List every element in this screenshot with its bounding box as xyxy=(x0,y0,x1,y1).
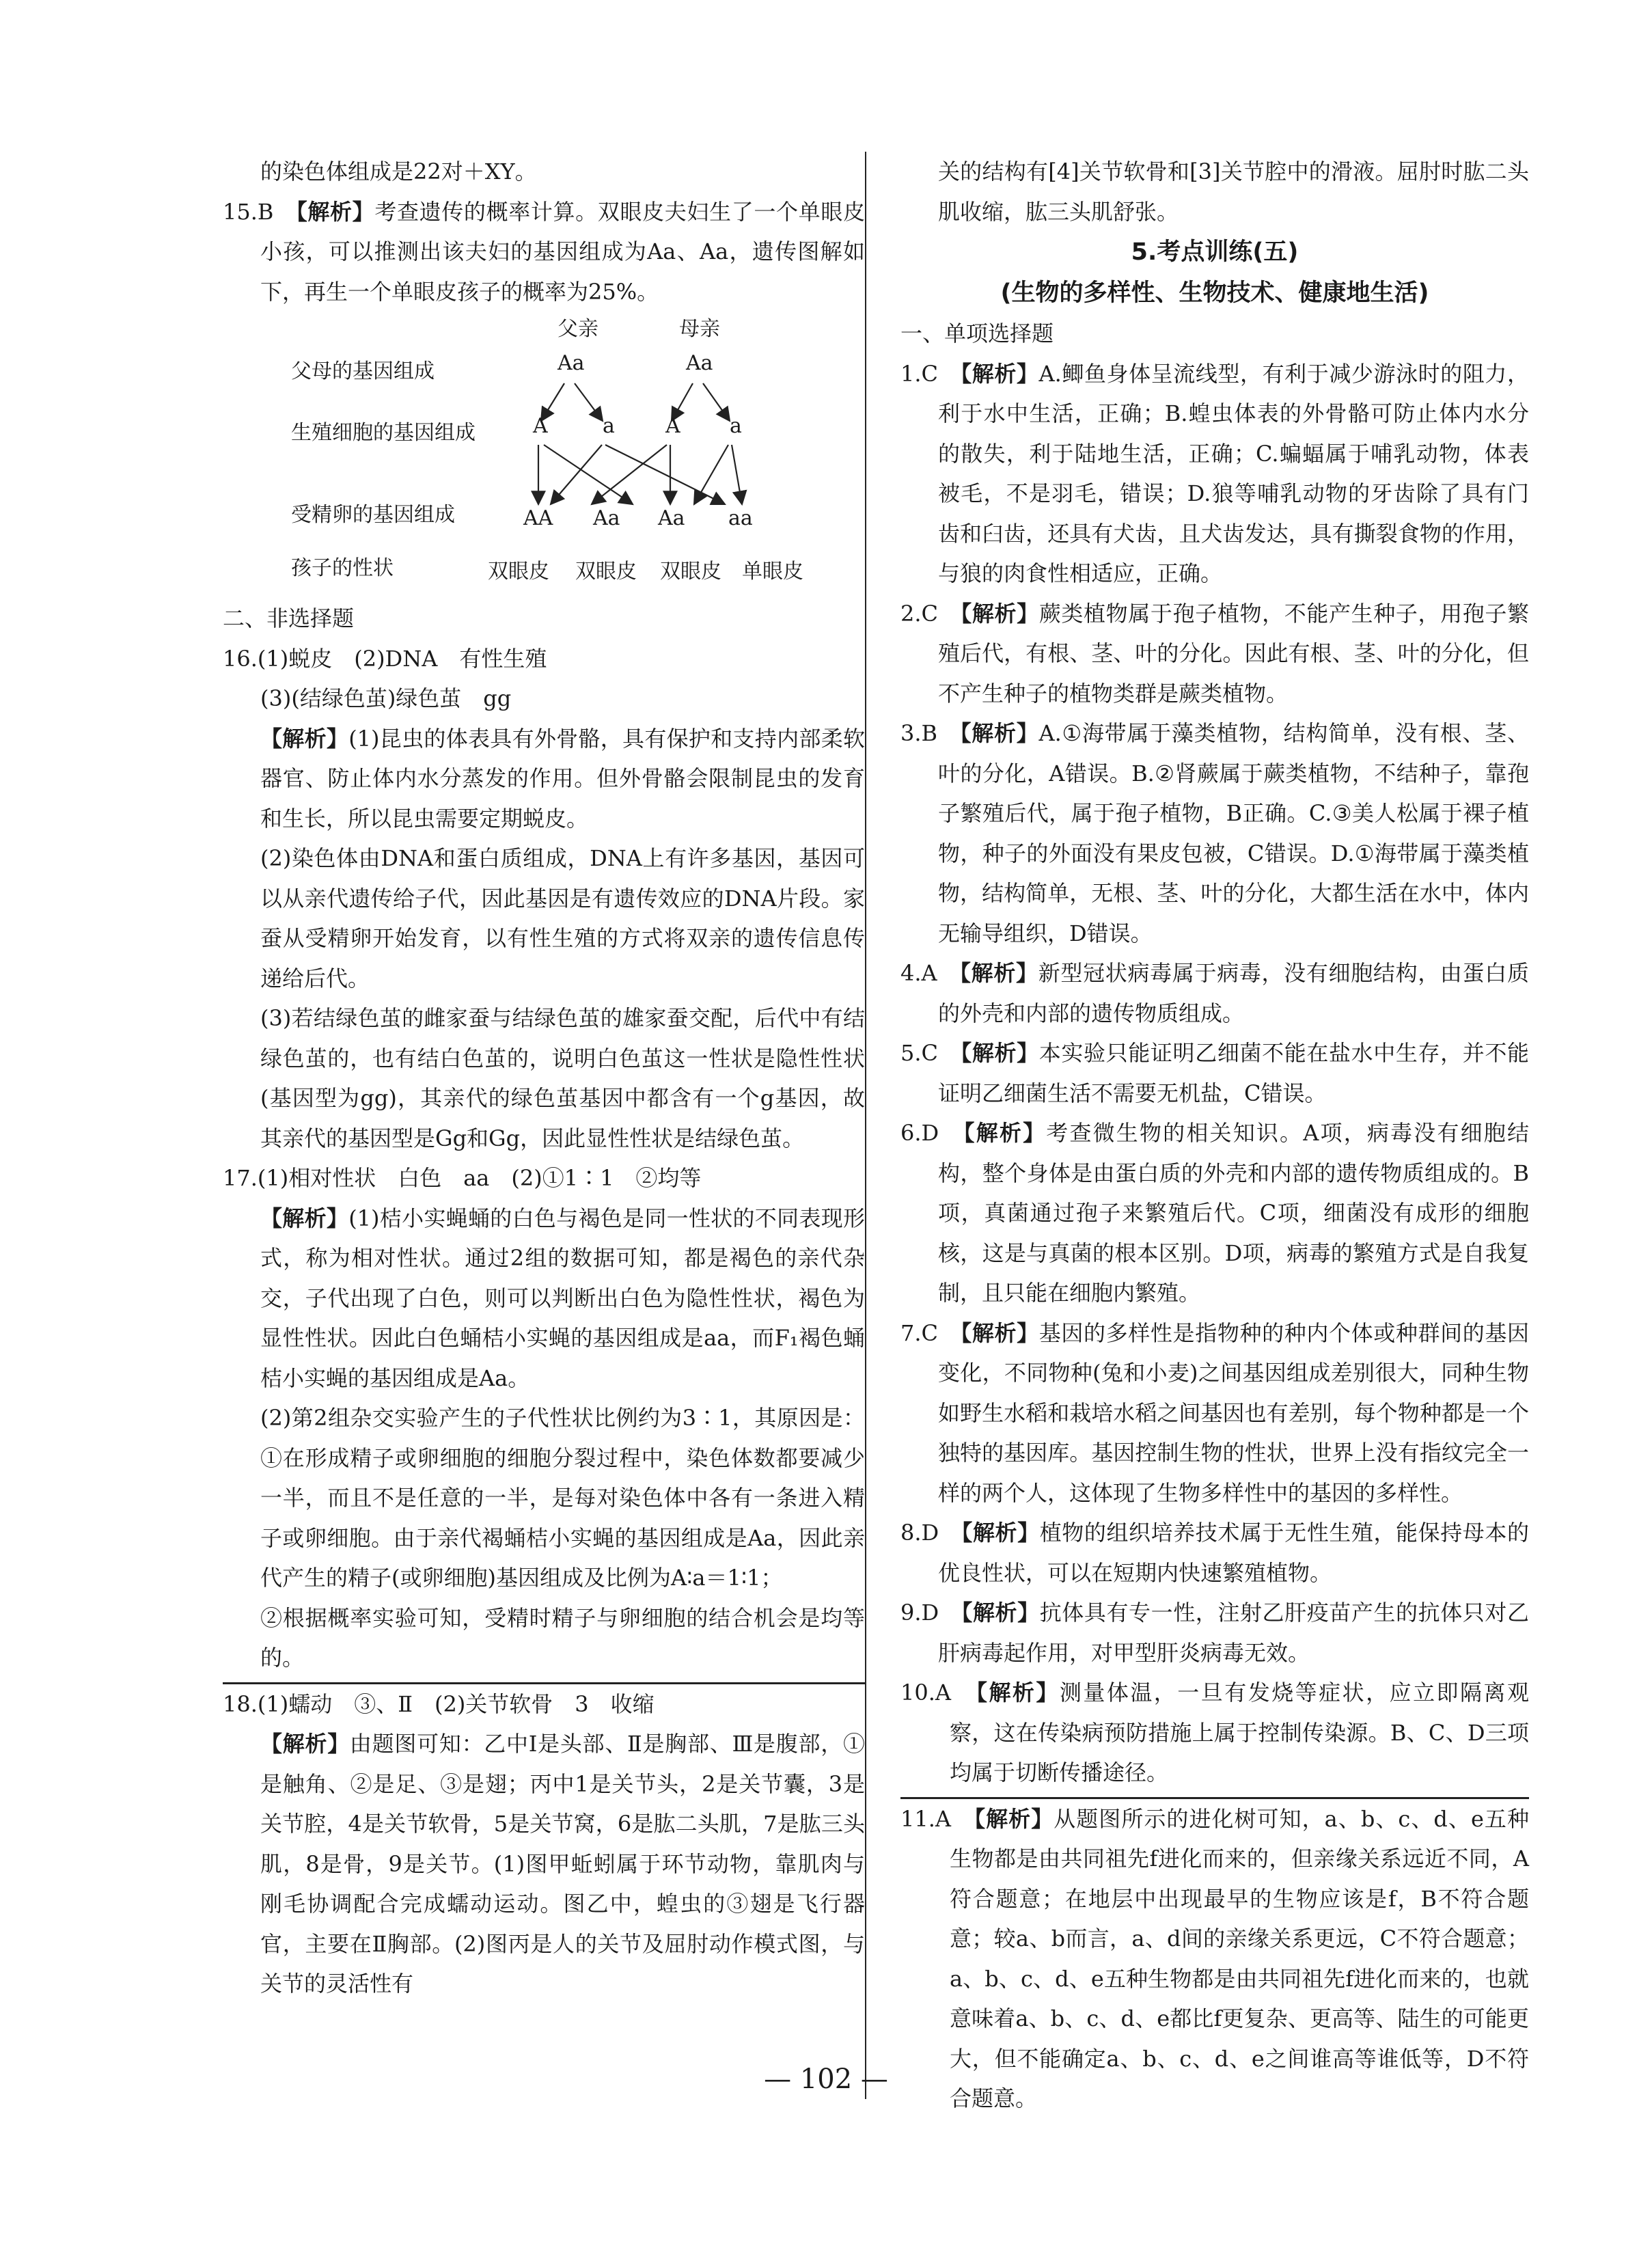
answer-16-b: (3)(结绿色茧)绿色茧 gg xyxy=(260,685,512,711)
answer-4: 4.A 【解析】新型冠状病毒属于病毒，没有细胞结构，由蛋白质的外壳和内部的遗传物质组成。 xyxy=(900,960,1529,1026)
answer-3: 3.B 【解析】A.①海带属于藻类植物，结构简单，没有根、茎、叶的分化，A错误。B.②肾蕨属于蕨类植物，不结种子，靠孢子繁殖后代，属于孢子植物，B正确。C.③美人松属于裸子植物，种子的外面没有果皮包被，C错误。D.①海带属于藻类植物，结构简单，无根、茎、叶的分化，大都生活在水中，体内无输导组织，D错误。 xyxy=(900,720,1529,946)
trait-3: 双眼皮 xyxy=(660,560,721,584)
row-traits-label: 孩子的性状 xyxy=(291,556,394,580)
answer-15: 15.B 【解析】考查遗传的概率计算。双眼皮夫妇生了一个单眼皮小孩，可以推测出该夫妇的基因组成为Aa、Aa，遗传图解如下，再生一个单眼皮孩子的概率为25%。 xyxy=(223,198,865,305)
right-column xyxy=(900,152,1529,2119)
row-gametes-label: 生殖细胞的基因组成 xyxy=(291,421,476,445)
analysis-18-tail: 关的结构有[4]关节软骨和[3]关节腔中的滑液。屈肘时肱二头肌收缩，肱三头肌舒张。 xyxy=(938,159,1529,225)
trait-1: 双眼皮 xyxy=(488,560,549,584)
page-number: — 102 — xyxy=(764,2064,888,2095)
section-single-choice: 一、单项选择题 xyxy=(900,320,1054,346)
row-parents-label: 父母的基因组成 xyxy=(291,359,435,383)
answer-9: 9.D 【解析】抗体具有专一性，注射乙肝疫苗产生的抗体只对乙肝病毒起作用，对甲型肝炎病毒无效。 xyxy=(900,1600,1529,1666)
answer-14-tail: 的染色体组成是22对＋XY。 xyxy=(260,159,537,184)
answer-11: 11.A 【解析】从题图所示的进化树可知，a、b、c、d、e五种生物都是由共同祖先f进化而来的，但亲缘关系远近不同，A符合题意；在地层中出现最早的生物应该是f，B不符合题意；较a、b而言，a、d间的亲缘关系更远，C不符合题意；a、b、c、d、e五种生物都是由共同祖先f进化而来的，也就意味着a、b、c、d、e都比f更复杂、更高等、陆生的可能更大，但不能确定a、b、c、d、e之间谁高等谁低等，D不符合题意。 xyxy=(900,1805,1529,2111)
analysis-16-p3: (3)若结绿色茧的雌家蚕与结绿色茧的雄家蚕交配，后代中有结绿色茧的，也有结白色茧的，说明白色茧这一性状是隐性性状(基因型为gg)，其亲代的绿色茧基因中都含有一个g基因，故其亲代的基因型是Gg和Gg，因此显性性状是结绿色茧。 xyxy=(260,1005,865,1151)
gamete-4: a xyxy=(730,414,742,438)
analysis-17-p1: 【解析】(1)桔小实蝇蛹的白色与褐色是同一性状的不同表现形式，称为相对性状。通过2组的数据可知，都是褐色的亲代杂交，子代出现了白色，则可以判断出白色为隐性性状，褐色为显性性状。因此白色蛹桔小实蝇的基因组成是aa，而F₁褐色蛹桔小实蝇的基因组成是Aa。 xyxy=(260,1205,865,1391)
section-title: 5.考点训练(五) xyxy=(1131,238,1299,266)
zygote-4: aa xyxy=(728,506,753,530)
zygote-1: AA xyxy=(523,506,553,530)
gamete-3: A xyxy=(665,414,680,438)
answer-7: 7.C 【解析】基因的多样性是指物种的种内个体或种群间的基因变化，不同物种(兔和小麦)之间基因组成差别很大，同种生物如野生水稻和栽培水稻之间基因也有差别，每个物种都是一个独特的基因库。基因控制生物的性状，世界上没有指纹完全一样的两个人，这体现了生物多样性中的基因的多样性。 xyxy=(900,1319,1529,1506)
answer-2: 2.C 【解析】蕨类植物属于孢子植物，不能产生种子，用孢子繁殖后代，有根、茎、叶的分化。因此有根、茎、叶的分化，但不产生种子的植物类群是蕨类植物。 xyxy=(900,600,1529,707)
answer-18: 18.(1)蠕动 ③、Ⅱ (2)关节软骨 3 收缩 xyxy=(223,1690,655,1717)
analysis-17-p2: (2)第2组杂交实验产生的子代性状比例约为3∶1，其原因是：①在形成精子或卵细胞的细胞分裂过程中，染色体数都要减少一半，而且不是任意的一半，是每对染色体中各有一条进入精子或卵细胞。由于亲代褐蛹桔小实蝇的基因组成是Aa，因此亲代产生的精子(或卵细胞)基因组成及比例为A∶a＝1∶1； xyxy=(260,1405,865,1591)
answer-16-a: 16.(1)蜕皮 (2)DNA 有性生殖 xyxy=(223,645,547,672)
genetic-cross-diagram xyxy=(223,312,865,599)
section-non-choice: 二、非选择题 xyxy=(223,605,355,631)
answer-5: 5.C 【解析】本实验只能证明乙细菌不能在盐水中生存，并不能证明乙细菌生活不需要无机盐，C错误。 xyxy=(900,1040,1529,1106)
gamete-2: a xyxy=(603,414,615,438)
analysis-16-p1: 【解析】(1)昆虫的体表具有外骨骼，具有保护和支持内部柔软器官、防止体内水分蒸发的作用。但外骨骼会限制昆虫的发育和生长，所以昆虫需要定期蜕皮。 xyxy=(260,725,865,832)
mother-label: 母亲 xyxy=(679,317,720,341)
analysis-17-p3: ②根据概率实验可知，受精时精子与卵细胞的结合机会是均等的。 xyxy=(260,1604,865,1671)
answer-8: 8.D 【解析】植物的组织培养技术属于无性生殖，能保持母本的优良性状，可以在短期内快速繁殖植物。 xyxy=(900,1520,1529,1586)
analysis-16-p2: (2)染色体由DNA和蛋白质组成，DNA上有许多基因，基因可以从亲代遗传给子代，因此基因是有遗传效应的DNA片段。家蚕从受精卵开始发育，以有性生殖的方式将双亲的遗传信息传递给后代。 xyxy=(260,845,865,991)
row-zygotes-label: 受精卵的基因组成 xyxy=(291,503,455,527)
analysis-18: 【解析】由题图可知：乙中Ⅰ是头部、Ⅱ是胸部、Ⅲ是腹部，①是触角、②是足、③是翅；丙中1是关节头，2是关节囊，3是关节腔，4是关节软骨，5是关节窝，6是肱二头肌，7是肱三头肌，8是骨，9是关节。(1)图甲蚯蚓属于环节动物，靠肌肉与刚毛协调配合完成蠕动运动。图乙中，蝗虫的③翅是飞行器官，主要在Ⅱ胸部。(2)图丙是人的关节及屈肘动作模式图，与关节的灵活性有 xyxy=(260,1731,865,1997)
left-column xyxy=(223,152,865,2004)
father-genotype: Aa xyxy=(557,351,585,375)
column-divider xyxy=(865,152,866,2099)
answer-6: 6.D 【解析】考查微生物的相关知识。A项，病毒没有细胞结构，整个身体是由蛋白质的外壳和内部的遗传物质组成的。B项，真菌通过孢子来繁殖后代。C项，细菌没有成形的细胞核，这是与真菌的根本区别。D项，病毒的繁殖方式是自我复制，且只能在细胞内繁殖。 xyxy=(900,1120,1529,1306)
answer-10: 10.A 【解析】测量体温，一旦有发烧等症状，应立即隔离观察，这在传染病预防措施上属于控制传染源。B、C、D三项均属于切断传播途径。 xyxy=(900,1680,1529,1785)
answer-1: 1.C 【解析】A.鲫鱼身体呈流线型，有利于减少游泳时的阻力，利于水中生活，正确；B.蝗虫体表的外骨骼可防止体内水分的散失，利于陆地生活，正确；C.蝙蝠属于哺乳动物，体表被毛，不是羽毛，错误；D.狼等哺乳动物的牙齿除了具有门齿和臼齿，还具有犬齿，且犬齿发达，具有撕裂食物的作用，与狼的肉食性相适应，正确。 xyxy=(900,360,1529,586)
trait-2: 双眼皮 xyxy=(575,560,637,584)
gamete-1: A xyxy=(533,414,548,438)
father-label: 父亲 xyxy=(557,317,598,341)
zygote-2: Aa xyxy=(593,506,620,530)
mother-genotype: Aa xyxy=(686,351,713,375)
section-subtitle: (生物的多样性、生物技术、健康地生活) xyxy=(1000,279,1429,307)
answer-17: 17.(1)相对性状 白色 aa (2)①1∶1 ②均等 xyxy=(223,1165,702,1191)
zygote-3: Aa xyxy=(658,506,685,530)
trait-4: 单眼皮 xyxy=(742,560,803,584)
